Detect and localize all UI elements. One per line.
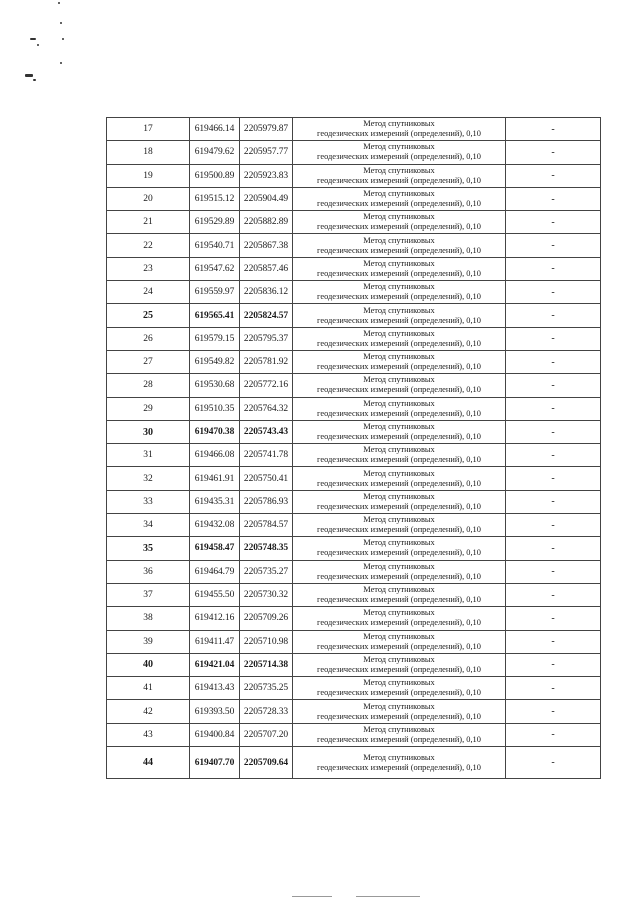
coordinate-y: 2205979.87 [240, 118, 293, 141]
method-cell [293, 677, 506, 700]
coordinate-x: 619565.41 [190, 304, 240, 327]
coordinates-table [106, 117, 601, 779]
coordinate-x: 619529.89 [190, 211, 240, 234]
table-row [107, 397, 601, 420]
method-line-1: Метод спутниковых [363, 422, 435, 431]
method-cell [293, 187, 506, 210]
method-line-2: геодезических измерений (определений), 0,10 [317, 292, 481, 302]
method-line-1: Метод спутниковых [363, 258, 435, 268]
method-line-1: Метод спутниковых [363, 585, 435, 595]
coordinate-y: 2205735.25 [240, 677, 293, 700]
table-row [107, 490, 601, 513]
method-cell [293, 467, 506, 490]
coordinate-x: 619530.68 [190, 374, 240, 397]
point-number: 40 [107, 653, 190, 676]
method-line-1: Метод спутниковых [363, 631, 435, 641]
point-number: 21 [107, 211, 190, 234]
point-number: 39 [107, 630, 190, 653]
method-line-2: геодезических измерений (определений), 0,10 [317, 385, 481, 395]
coordinate-x: 619393.50 [190, 700, 240, 723]
coordinate-y: 2205904.49 [240, 187, 293, 210]
dash-cell: - [506, 187, 601, 210]
coordinate-x: 619559.97 [190, 281, 240, 304]
method-line-2: геодезических измерений (определений), 0,10 [317, 595, 481, 605]
dash-cell: - [506, 141, 601, 164]
table-row [107, 234, 601, 257]
method-line-2: геодезических измерений (определений), 0,10 [317, 641, 481, 651]
method-line-1: Метод спутниковых [363, 235, 435, 245]
coordinate-x: 619579.15 [190, 327, 240, 350]
table-row [107, 607, 601, 630]
point-number: 20 [107, 187, 190, 210]
method-line-2: геодезических измерений (определений), 0,10 [317, 478, 481, 488]
method-line-2: геодезических измерений (определений), 0,10 [317, 734, 481, 744]
method-cell [293, 700, 506, 723]
point-number: 18 [107, 141, 190, 164]
table-row [107, 211, 601, 234]
table-row [107, 374, 601, 397]
method-line-2: геодезических измерений (определений), 0,10 [317, 362, 481, 372]
method-cell [293, 118, 506, 141]
method-line-1: Метод спутниковых [363, 142, 435, 152]
coordinate-x: 619421.04 [190, 653, 240, 676]
coordinate-x: 619547.62 [190, 257, 240, 280]
scan-speck [33, 79, 36, 81]
method-cell [293, 444, 506, 467]
coordinate-y: 2205710.98 [240, 630, 293, 653]
coordinate-y: 2205735.27 [240, 560, 293, 583]
method-line-1: Метод спутниковых [363, 165, 435, 175]
method-cell [293, 747, 506, 779]
coordinate-y: 2205741.78 [240, 444, 293, 467]
point-number: 28 [107, 374, 190, 397]
coordinate-y: 2205857.46 [240, 257, 293, 280]
dash-cell: - [506, 281, 601, 304]
method-line-1: Метод спутниковых [363, 189, 435, 199]
point-number: 38 [107, 607, 190, 630]
table-row [107, 164, 601, 187]
method-cell [293, 607, 506, 630]
method-cell [293, 537, 506, 560]
method-cell [293, 630, 506, 653]
method-line-2: геодезических измерений (определений), 0,10 [317, 199, 481, 209]
dash-cell: - [506, 257, 601, 280]
point-number: 24 [107, 281, 190, 304]
method-cell [293, 164, 506, 187]
method-line-2: геодезических измерений (определений), 0,10 [317, 501, 481, 511]
method-cell [293, 420, 506, 443]
coordinate-x: 619466.14 [190, 118, 240, 141]
method-line-2: геодезических измерений (определений), 0,10 [317, 222, 481, 232]
table-row [107, 560, 601, 583]
dash-cell: - [506, 444, 601, 467]
coordinate-y: 2205784.57 [240, 514, 293, 537]
method-line-2: геодезических измерений (определений), 0,10 [317, 245, 481, 255]
coordinate-x: 619466.08 [190, 444, 240, 467]
dash-cell: - [506, 583, 601, 606]
method-line-2: геодезических измерений (определений), 0,10 [317, 129, 481, 139]
table-row [107, 327, 601, 350]
method-cell [293, 583, 506, 606]
coordinate-y: 2205867.38 [240, 234, 293, 257]
method-line-1: Метод спутниковых [363, 515, 435, 525]
method-line-2: геодезических измерений (определений), 0,10 [317, 688, 481, 698]
method-line-2: геодезических измерений (определений), 0,10 [317, 152, 481, 162]
coordinate-x: 619510.35 [190, 397, 240, 420]
coordinate-y: 2205748.35 [240, 537, 293, 560]
method-line-2: геодезических измерений (определений), 0,10 [317, 762, 481, 772]
scan-speck [60, 22, 62, 24]
point-number: 17 [107, 118, 190, 141]
method-line-2: геодезических измерений (определений), 0,10 [317, 711, 481, 721]
method-cell [293, 653, 506, 676]
method-line-1: Метод спутниковых [363, 375, 435, 385]
dash-cell: - [506, 164, 601, 187]
dash-cell: - [506, 467, 601, 490]
coordinate-x: 619540.71 [190, 234, 240, 257]
table-row [107, 700, 601, 723]
coordinate-y: 2205764.32 [240, 397, 293, 420]
coordinates-table-body [107, 118, 601, 779]
method-cell [293, 211, 506, 234]
dash-cell: - [506, 723, 601, 746]
method-cell [293, 257, 506, 280]
coordinate-y: 2205957.77 [240, 141, 293, 164]
method-cell [293, 234, 506, 257]
coordinate-x: 619413.43 [190, 677, 240, 700]
method-line-1: Метод спутниковых [363, 701, 435, 711]
method-line-1: Метод спутниковых [363, 328, 435, 338]
table-row [107, 257, 601, 280]
table-row [107, 420, 601, 443]
method-line-2: геодезических измерений (определений), 0,10 [317, 175, 481, 185]
method-cell [293, 281, 506, 304]
method-line-1: Метод спутниковых [363, 119, 435, 129]
point-number: 30 [107, 420, 190, 443]
scan-speck [30, 38, 36, 40]
coordinate-x: 619432.08 [190, 514, 240, 537]
method-cell [293, 141, 506, 164]
coordinate-x: 619461.91 [190, 467, 240, 490]
method-line-2: геодезических измерений (определений), 0,10 [317, 455, 481, 465]
method-line-2: геодезических измерений (определений), 0,10 [317, 525, 481, 535]
table-row [107, 653, 601, 676]
method-cell [293, 560, 506, 583]
method-line-1: Метод спутниковых [363, 305, 435, 315]
method-line-2: геодезических измерений (определений), 0,10 [317, 268, 481, 278]
coordinate-y: 2205923.83 [240, 164, 293, 187]
coordinate-y: 2205709.64 [240, 747, 293, 779]
coordinate-y: 2205728.33 [240, 700, 293, 723]
point-number: 43 [107, 723, 190, 746]
method-line-2: геодезических измерений (определений), 0,10 [317, 571, 481, 581]
table-row [107, 537, 601, 560]
dash-cell: - [506, 537, 601, 560]
method-line-2: геодезических измерений (определений), 0,10 [317, 408, 481, 418]
coordinate-x: 619455.50 [190, 583, 240, 606]
point-number: 41 [107, 677, 190, 700]
method-line-2: геодезических измерений (определений), 0,10 [317, 315, 481, 325]
method-line-1: Метод спутниковых [363, 352, 435, 362]
table-row [107, 444, 601, 467]
dash-cell: - [506, 118, 601, 141]
point-number: 34 [107, 514, 190, 537]
method-cell [293, 723, 506, 746]
coordinate-y: 2205714.38 [240, 653, 293, 676]
coordinate-y: 2205772.16 [240, 374, 293, 397]
method-line-1: Метод спутниковых [363, 654, 435, 664]
method-cell [293, 304, 506, 327]
method-line-2: геодезических измерений (определений), 0,10 [317, 338, 481, 348]
table-row [107, 583, 601, 606]
table-row [107, 514, 601, 537]
coordinate-x: 619479.62 [190, 141, 240, 164]
method-line-1: Метод спутниковых [363, 398, 435, 408]
table-row [107, 350, 601, 373]
method-line-1: Метод спутниковых [363, 724, 435, 734]
coordinate-x: 619435.31 [190, 490, 240, 513]
dash-cell: - [506, 420, 601, 443]
table-row [107, 677, 601, 700]
coordinate-y: 2205750.41 [240, 467, 293, 490]
coordinate-y: 2205824.57 [240, 304, 293, 327]
coordinate-y: 2205709.26 [240, 607, 293, 630]
method-line-1: Метод спутниковых [363, 445, 435, 455]
scan-speck [60, 62, 62, 64]
method-cell [293, 514, 506, 537]
dash-cell: - [506, 607, 601, 630]
dash-cell: - [506, 374, 601, 397]
table-row [107, 723, 601, 746]
method-line-2: геодезических измерений (определений), 0,10 [317, 664, 481, 674]
point-number: 35 [107, 537, 190, 560]
table-row [107, 304, 601, 327]
method-line-1: Метод спутниковых [363, 678, 435, 688]
table-row [107, 467, 601, 490]
dash-cell: - [506, 397, 601, 420]
point-number: 33 [107, 490, 190, 513]
coordinate-x: 619407.70 [190, 747, 240, 779]
table-row [107, 630, 601, 653]
coordinate-y: 2205882.89 [240, 211, 293, 234]
coordinate-x: 619470.38 [190, 420, 240, 443]
dash-cell: - [506, 490, 601, 513]
coordinate-x: 619412.16 [190, 607, 240, 630]
scan-speck [25, 74, 33, 77]
method-line-1: Метод спутниковых [363, 608, 435, 618]
dash-cell: - [506, 747, 601, 779]
point-number: 31 [107, 444, 190, 467]
method-cell [293, 490, 506, 513]
scan-speck [62, 38, 64, 40]
coordinate-x: 619411.47 [190, 630, 240, 653]
dash-cell: - [506, 514, 601, 537]
point-number: 32 [107, 467, 190, 490]
dash-cell: - [506, 327, 601, 350]
dash-cell: - [506, 677, 601, 700]
dash-cell: - [506, 560, 601, 583]
table-row [107, 747, 601, 779]
dash-cell: - [506, 700, 601, 723]
coordinate-y: 2205836.12 [240, 281, 293, 304]
coordinate-y: 2205743.43 [240, 420, 293, 443]
coordinate-y: 2205781.92 [240, 350, 293, 373]
point-number: 44 [107, 747, 190, 779]
point-number: 19 [107, 164, 190, 187]
method-line-1: Метод спутниковых [363, 752, 435, 762]
coordinate-x: 619464.79 [190, 560, 240, 583]
coordinate-y: 2205786.93 [240, 490, 293, 513]
method-line-1: Метод спутниковых [363, 282, 435, 292]
dash-cell: - [506, 234, 601, 257]
footer-line [356, 896, 420, 897]
method-cell [293, 397, 506, 420]
coordinate-x: 619400.84 [190, 723, 240, 746]
dash-cell: - [506, 304, 601, 327]
method-line-2: геодезических измерений (определений), 0,10 [317, 432, 481, 441]
point-number: 25 [107, 304, 190, 327]
point-number: 26 [107, 327, 190, 350]
point-number: 36 [107, 560, 190, 583]
point-number: 27 [107, 350, 190, 373]
method-cell [293, 327, 506, 350]
method-line-1: Метод спутниковых [363, 491, 435, 501]
dash-cell: - [506, 630, 601, 653]
coordinate-y: 2205707.20 [240, 723, 293, 746]
table-row [107, 141, 601, 164]
point-number: 37 [107, 583, 190, 606]
method-line-2: геодезических измерений (определений), 0,10 [317, 548, 481, 558]
footer-line [292, 896, 332, 897]
dash-cell: - [506, 211, 601, 234]
method-line-1: Метод спутниковых [363, 468, 435, 478]
scan-speck [37, 44, 39, 46]
dash-cell: - [506, 350, 601, 373]
table-row [107, 118, 601, 141]
coordinate-x: 619549.82 [190, 350, 240, 373]
dash-cell: - [506, 653, 601, 676]
method-line-2: геодезических измерений (определений), 0,10 [317, 618, 481, 628]
method-line-1: Метод спутниковых [363, 561, 435, 571]
coordinate-y: 2205795.37 [240, 327, 293, 350]
point-number: 42 [107, 700, 190, 723]
point-number: 23 [107, 257, 190, 280]
coordinate-x: 619458.47 [190, 537, 240, 560]
method-cell [293, 350, 506, 373]
coordinate-x: 619500.89 [190, 164, 240, 187]
scan-speck [58, 2, 60, 4]
point-number: 22 [107, 234, 190, 257]
table-row [107, 281, 601, 304]
method-line-1: Метод спутниковых [363, 212, 435, 222]
coordinate-y: 2205730.32 [240, 583, 293, 606]
method-line-1: Метод спутниковых [363, 538, 435, 548]
table-row [107, 187, 601, 210]
coordinate-x: 619515.12 [190, 187, 240, 210]
method-cell [293, 374, 506, 397]
point-number: 29 [107, 397, 190, 420]
